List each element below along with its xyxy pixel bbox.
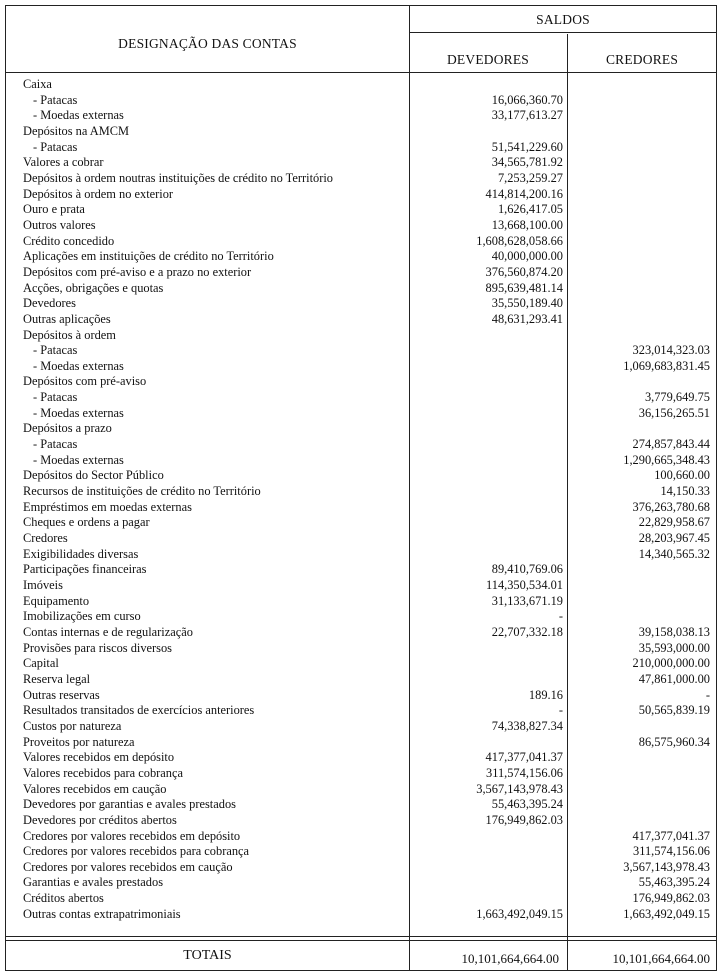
credores-value: 376,263,780.68 <box>632 499 710 514</box>
credores-value: 311,574,156.06 <box>633 844 710 859</box>
account-label: Depósitos a prazo <box>23 421 112 436</box>
table-row <box>6 562 716 578</box>
account-label: Devedores <box>23 296 76 311</box>
table-row <box>6 594 716 610</box>
body-bottom-rule-1 <box>6 936 716 937</box>
credores-value: 210,000,000.00 <box>632 656 710 671</box>
account-label: Credores por valores recebidos em depósito <box>23 828 241 843</box>
table-row <box>6 249 716 265</box>
account-label: Outras reservas <box>23 687 100 702</box>
devedores-value: 3,567,143,978.43 <box>476 781 563 796</box>
devedores-value: 895,639,481.14 <box>485 280 563 295</box>
credores-value: 39,158,038.13 <box>638 624 710 639</box>
account-label: Depósitos do Sector Público <box>23 468 164 483</box>
account-label: Resultados transitados de exercícios anteriores <box>23 703 255 718</box>
credores-header: CREDORES <box>605 52 679 67</box>
saldos-underline <box>409 32 716 33</box>
credores-value: 47,861,000.00 <box>638 671 710 686</box>
devedores-value: 311,574,156.06 <box>486 765 563 780</box>
table-row <box>6 813 716 829</box>
devedores-value: 376,560,874.20 <box>485 264 563 279</box>
credores-value: 1,290,665,348.43 <box>623 452 710 467</box>
account-label: Caixa <box>23 77 52 91</box>
credores-value: - <box>705 687 710 702</box>
account-label: - Patacas <box>33 390 78 405</box>
account-label: Reserva legal <box>23 671 91 686</box>
account-label: Depósitos à ordem noutras instituições de crédito no Território <box>23 170 333 185</box>
table-row <box>6 625 716 641</box>
account-label: Devedores por garantias e avales prestados <box>23 797 236 812</box>
account-rows <box>6 77 716 922</box>
table-row <box>6 782 716 798</box>
account-label: Imobilizações em curso <box>23 609 141 624</box>
devedores-value: 22,707,332.18 <box>491 624 563 639</box>
account-label: Ouro e prata <box>23 202 85 217</box>
devedores-value: 417,377,041.37 <box>485 750 563 765</box>
table-row <box>6 108 716 124</box>
table-row <box>6 343 716 359</box>
devedores-value: 414,814,200.16 <box>485 186 563 201</box>
account-label: Provisões para riscos diversos <box>23 640 173 655</box>
table-row <box>6 829 716 845</box>
table-row <box>6 907 716 923</box>
credores-value: 28,203,967.45 <box>638 531 710 546</box>
credores-value: 3,567,143,978.43 <box>623 859 710 874</box>
devedores-value: 74,338,827.34 <box>491 718 563 733</box>
account-label: Capital <box>23 656 59 671</box>
account-label: - Patacas <box>33 92 78 107</box>
credores-value: 22,829,958.67 <box>638 515 710 530</box>
devedores-value: 16,066,360.70 <box>491 92 563 107</box>
credores-value: 417,377,041.37 <box>632 828 710 843</box>
credores-value: 14,340,565.32 <box>638 546 710 561</box>
devedores-header: DEVEDORES <box>446 52 530 67</box>
account-label: Participações financeiras <box>23 562 147 577</box>
table-row <box>6 891 716 907</box>
account-label: Depósitos com pré-aviso <box>23 374 147 389</box>
table-row <box>6 202 716 218</box>
table-row <box>6 609 716 625</box>
table-row <box>6 390 716 406</box>
devedores-value: 31,133,671.19 <box>491 593 563 608</box>
account-label: Depósitos à ordem <box>23 327 116 342</box>
account-label: Recursos de instituições de crédito no Território <box>23 484 261 499</box>
table-row <box>6 750 716 766</box>
table-row <box>6 296 716 312</box>
account-label: Credores por valores recebidos em caução <box>23 859 233 874</box>
saldos-header: SALDOS <box>536 12 590 27</box>
devedores-value: 48,631,293.41 <box>491 311 563 326</box>
credores-value: 50,565,839.19 <box>638 703 710 718</box>
account-label: Custos por natureza <box>23 718 122 733</box>
account-label: Garantias e avales prestados <box>23 875 164 890</box>
table-row <box>6 124 716 140</box>
account-label: Depósitos com pré-aviso e a prazo no exterior <box>23 264 252 279</box>
credores-value: 1,069,683,831.45 <box>623 358 710 373</box>
table-row <box>6 437 716 453</box>
devedores-value: 33,177,613.27 <box>491 108 563 123</box>
credores-value: 3,779,649.75 <box>644 390 710 405</box>
credores-value: 55,463,395.24 <box>638 875 710 890</box>
table-row <box>6 234 716 250</box>
account-label: Aplicações em instituições de crédito no Território <box>23 249 274 264</box>
table-row <box>6 531 716 547</box>
devedores-value: 89,410,769.06 <box>491 562 563 577</box>
account-label: Equipamento <box>23 593 90 608</box>
devedores-value: 1,626,417.05 <box>497 202 563 217</box>
table-row <box>6 500 716 516</box>
table-row <box>6 328 716 344</box>
account-label: - Patacas <box>33 139 78 154</box>
totals-credores: 10,101,664,664.00 <box>612 951 710 966</box>
account-label: Valores a cobrar <box>23 155 104 170</box>
table-row <box>6 155 716 171</box>
totals-label: TOTAIS <box>183 948 232 963</box>
table-row <box>6 578 716 594</box>
account-label: Depósitos à ordem no exterior <box>23 186 174 201</box>
credores-value: 36,156,265.51 <box>638 405 710 420</box>
totals-devedores: 10,101,664,664.00 <box>461 951 559 966</box>
table-row <box>6 719 716 735</box>
devedores-value: 114,350,534.01 <box>486 578 563 592</box>
account-label: Empréstimos em moedas externas <box>23 499 192 514</box>
devedores-value: 176,949,862.03 <box>485 812 563 827</box>
table-row <box>6 406 716 422</box>
devedores-value: 1,663,492,049.15 <box>476 906 563 921</box>
devedores-value: 35,550,189.40 <box>491 296 563 311</box>
account-label: Outras contas extrapatrimoniais <box>23 906 181 921</box>
table-row <box>6 515 716 531</box>
table-row <box>6 688 716 704</box>
credores-value: 86,575,960.34 <box>638 734 710 749</box>
table-row <box>6 265 716 281</box>
devedores-value: 40,000,000.00 <box>491 249 563 264</box>
devedores-value: - <box>558 703 563 718</box>
credores-value: 1,663,492,049.15 <box>623 906 710 921</box>
table-row <box>6 171 716 187</box>
table-row <box>6 703 716 719</box>
table-row <box>6 374 716 390</box>
table-row <box>6 359 716 375</box>
table-row <box>6 672 716 688</box>
credores-value: 14,150.33 <box>660 484 710 499</box>
table-row <box>6 312 716 328</box>
devedores-value: 55,463,395.24 <box>491 797 563 812</box>
account-label: Crédito concedido <box>23 233 115 248</box>
body-bottom-rule-2 <box>6 940 716 941</box>
account-label: Proveitos por natureza <box>23 734 135 749</box>
table-row <box>6 797 716 813</box>
table-row <box>6 93 716 109</box>
devedores-value: 13,668,100.00 <box>491 217 563 232</box>
table-row <box>6 735 716 751</box>
account-label: - Moedas externas <box>33 358 124 373</box>
table-row <box>6 484 716 500</box>
credores-value: 274,857,843.44 <box>632 437 710 452</box>
account-label: Outras aplicações <box>23 311 111 326</box>
accounts-table <box>5 5 717 971</box>
table-row <box>6 453 716 469</box>
account-label: - Patacas <box>33 437 78 452</box>
devedores-value: 51,541,229.60 <box>491 139 563 154</box>
account-label: Devedores por créditos abertos <box>23 812 177 827</box>
table-row <box>6 187 716 203</box>
credores-value: 35,593,000.00 <box>638 640 710 655</box>
account-label: Valores recebidos em caução <box>23 781 167 796</box>
account-label: - Moedas externas <box>33 452 124 467</box>
credores-value: 323,014,323.03 <box>632 343 710 358</box>
table-row <box>6 77 716 93</box>
account-label: Valores recebidos em depósito <box>23 750 175 765</box>
table-row <box>6 547 716 563</box>
devedores-value: 7,253,259.27 <box>497 170 563 185</box>
account-label: Exigibilidades diversas <box>23 546 139 561</box>
table-row <box>6 421 716 437</box>
table-row <box>6 875 716 891</box>
credores-value: 176,949,862.03 <box>632 891 710 906</box>
devedores-value: 34,565,781.92 <box>491 155 563 170</box>
header-bottom-rule <box>6 72 716 73</box>
account-label: Contas internas e de regularização <box>23 624 193 639</box>
devedores-value: 1,608,628,058.66 <box>476 233 563 248</box>
account-label: - Patacas <box>33 343 78 358</box>
table-row <box>6 860 716 876</box>
account-label: Outros valores <box>23 217 96 232</box>
account-label: Depósitos na AMCM <box>23 123 130 138</box>
account-label: Valores recebidos para cobrança <box>23 765 183 780</box>
account-label: Acções, obrigações e quotas <box>23 280 164 295</box>
account-label: - Moedas externas <box>33 405 124 420</box>
credores-value: 100,660.00 <box>654 468 710 483</box>
table-row <box>6 140 716 156</box>
devedores-value: - <box>558 609 563 624</box>
devedores-value: 189.16 <box>528 687 563 702</box>
table-row <box>6 844 716 860</box>
account-label: Imóveis <box>23 578 63 592</box>
designacao-header: DESIGNAÇÃO DAS CONTAS <box>118 36 297 51</box>
account-label: - Moedas externas <box>33 108 124 123</box>
account-label: Credores por valores recebidos para cobrança <box>23 844 250 859</box>
table-row <box>6 468 716 484</box>
table-row <box>6 656 716 672</box>
table-row <box>6 218 716 234</box>
account-label: Credores <box>23 531 68 546</box>
table-row <box>6 766 716 782</box>
account-label: Cheques e ordens a pagar <box>23 515 150 530</box>
table-row <box>6 281 716 297</box>
account-label: Créditos abertos <box>23 891 104 906</box>
table-row <box>6 641 716 657</box>
